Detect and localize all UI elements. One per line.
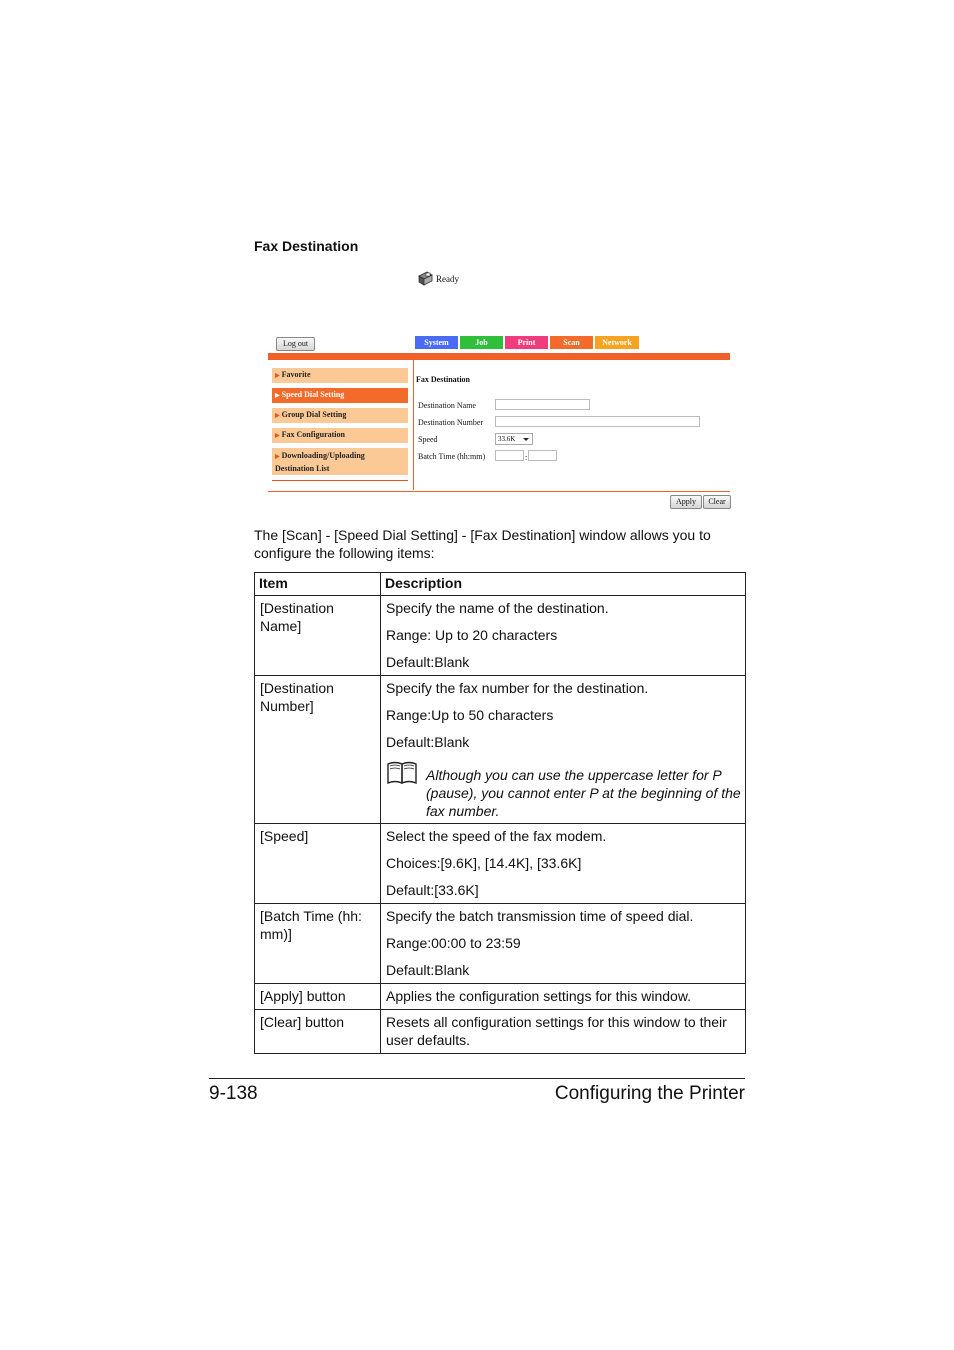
description-line: Range: Up to 20 characters [386,627,558,643]
table-row [255,676,746,824]
form-title: Fax Destination [416,375,470,384]
description-cell [381,676,746,824]
description-line: Default:Blank [386,962,470,978]
column-header-item: Item [255,573,381,596]
item-cell [255,596,381,676]
speed-label: Speed [418,435,438,444]
description-line: Applies the configuration settings for this window. [386,988,692,1004]
triangle-right-icon: ▶ [275,454,280,460]
destination-name-input[interactable] [495,399,590,410]
item-cell [255,676,381,824]
column-header-description: Description [381,573,746,596]
section-heading: Fax Destination [254,238,359,254]
item-text: [Clear] button [260,1014,345,1030]
description-line: Default:[33.6K] [386,882,479,898]
sidebar-item-favorite[interactable]: ▶ Favorite [272,368,408,383]
item-text: [Speed] [260,828,309,844]
item-cell [255,984,381,1010]
item-cell [255,904,381,984]
status-text: Ready [436,274,459,284]
triangle-right-icon: ▶ [275,373,280,379]
description-line: Resets all configuration settings for this window to their user defaults. [386,1014,727,1048]
clear-button[interactable]: Clear [703,495,731,509]
footer-rule [209,1078,745,1079]
sidebar-item-download-upload[interactable]: ▶ Downloading/Uploading Destination List [272,448,408,475]
printer-icon [416,270,434,288]
description-line: Choices:[9.6K], [14.4K], [33.6K] [386,855,582,871]
chevron-down-icon [523,438,529,441]
sidebar-item-fax-configuration[interactable]: ▶ Fax Configuration [272,428,408,443]
destination-name-label: Destination Name [418,401,476,410]
description-cell [381,596,746,676]
triangle-right-icon: ▶ [275,413,280,419]
note-block [386,760,741,820]
triangle-right-icon: ▶ [275,393,280,399]
description-line: Range:Up to 50 characters [386,707,554,723]
tab-system[interactable]: System [415,336,458,349]
sidebar-divider [272,480,408,481]
item-text: [Destination Name] [260,600,334,634]
apply-button[interactable]: Apply [670,495,702,509]
item-cell [255,824,381,904]
item-text: [Batch Time (hh: mm)] [260,908,362,942]
description-cell [381,1010,746,1054]
header-bar [268,353,730,360]
description-line: Default:Blank [386,734,470,750]
page-number: 9-138 [209,1083,258,1104]
page-footer-title: Configuring the Printer [554,1083,745,1104]
table-row [255,904,746,984]
embedded-screenshot [268,266,732,512]
open-book-icon [386,760,420,786]
description-line: Specify the fax number for the destination. [386,680,649,696]
table-row [255,824,746,904]
description-line: Range:00:00 to 23:59 [386,935,521,951]
tab-network[interactable]: Network [595,336,639,349]
table-row [255,1010,746,1054]
description-cell [381,984,746,1010]
description-line: Select the speed of the fax modem. [386,828,607,844]
description-line: Specify the batch transmission time of speed dial. [386,908,694,924]
intro-paragraph: The [Scan] - [Speed Dial Setting] - [Fax Destination] window allows you to configure the following items: [254,527,711,561]
table-header-row [255,573,746,596]
description-line: Default:Blank [386,654,470,670]
destination-number-input[interactable] [495,416,700,427]
batch-time-separator: : [525,453,528,462]
tab-print[interactable]: Print [505,336,548,349]
triangle-right-icon: ▶ [275,433,280,439]
item-cell [255,1010,381,1054]
description-cell [381,904,746,984]
table-row [255,984,746,1010]
table-row [255,596,746,676]
logout-button[interactable]: Log out [276,337,315,351]
description-line: Specify the name of the destination. [386,600,609,616]
speed-select[interactable]: 33.6K [495,433,533,445]
content-divider [413,360,414,490]
batch-minute-input[interactable] [528,450,557,461]
destination-number-label: Destination Number [418,418,484,427]
sidebar-item-speed-dial[interactable]: ▶ Speed Dial Setting [272,388,408,403]
batch-time-label: Batch Time (hh:mm) [418,452,486,461]
batch-hour-input[interactable] [495,450,524,461]
note-text: Although you can use the uppercase letter for P (pause), you cannot enter P at the beginning of the fax number. [426,767,741,819]
tab-job[interactable]: Job [460,336,503,349]
item-text: [Apply] button [260,988,346,1004]
tab-scan[interactable]: Scan [550,336,593,349]
settings-table [254,572,746,1054]
sidebar-item-group-dial[interactable]: ▶ Group Dial Setting [272,408,408,423]
item-text: [Destination Number] [260,680,334,714]
footer-divider [268,491,730,492]
description-cell [381,824,746,904]
